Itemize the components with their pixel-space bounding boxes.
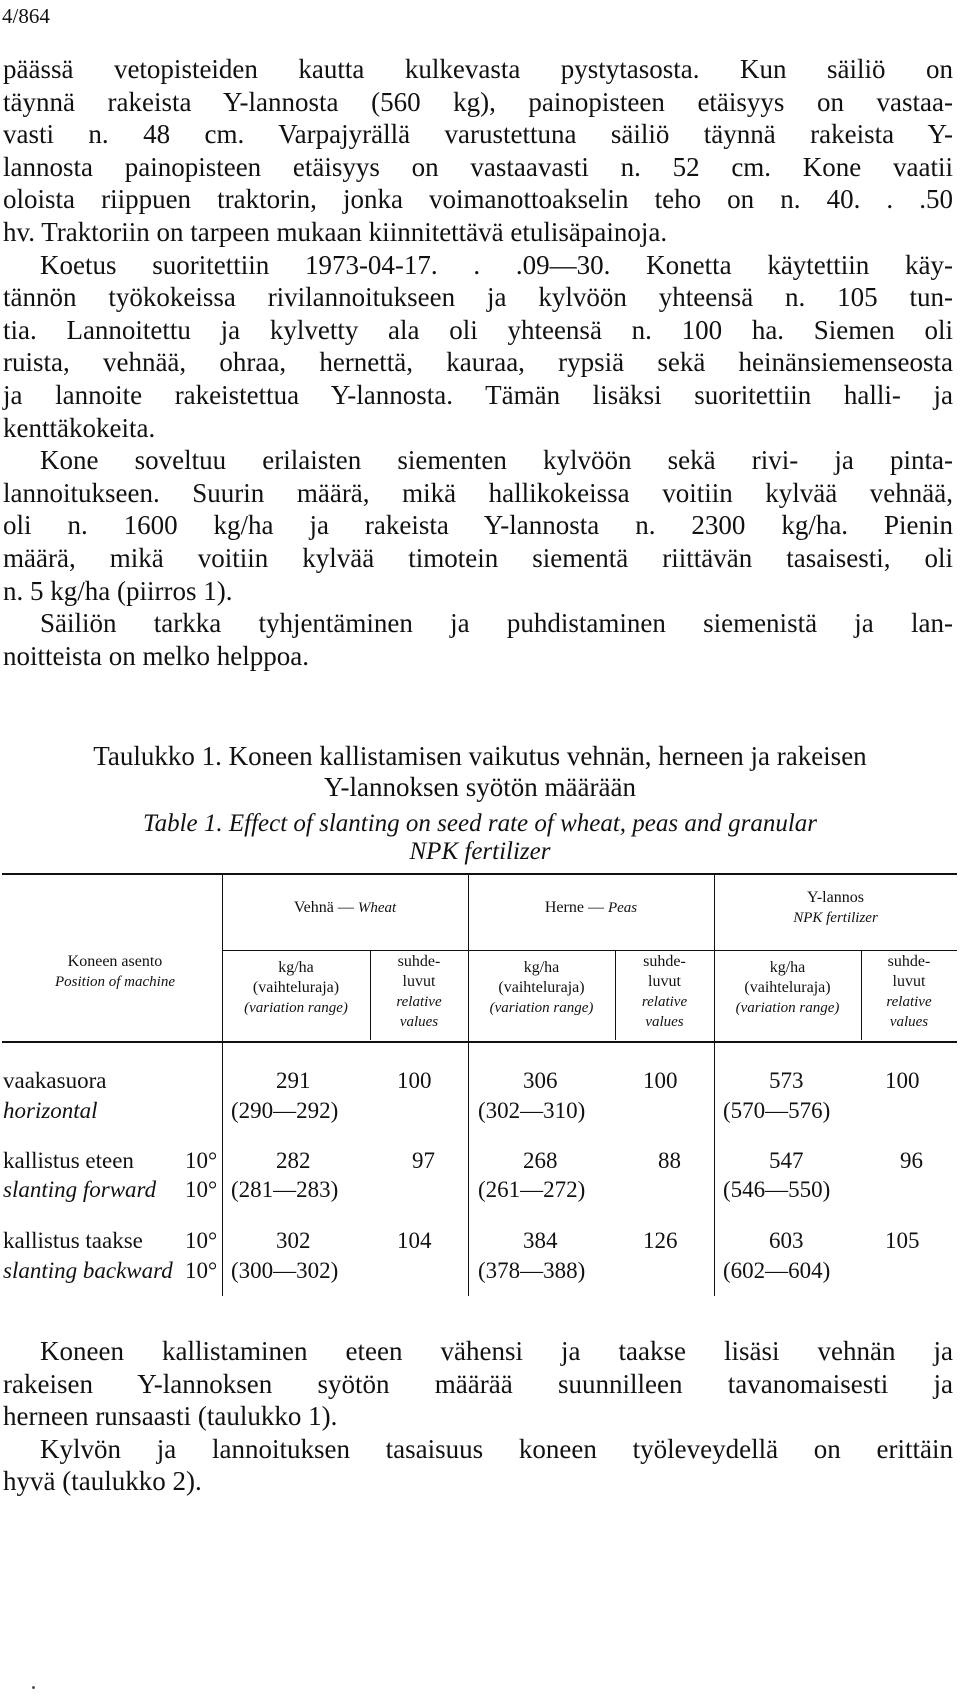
- header-text-en: Position of machine: [55, 974, 175, 990]
- sub-label: (vaihteluraja): [744, 979, 831, 996]
- caption-line: Taulukko 1. Koneen kallistamisen vaikutus vehnän, herneen ja rakeisen: [93, 741, 867, 771]
- table-cell: 547: [769, 1148, 804, 1173]
- table-cell: (570—576): [723, 1098, 831, 1123]
- table-cell: 384: [523, 1228, 558, 1253]
- text-line: ja lannoite rakeistettua Y-lannosta. Tämän lisäksi suoritettiin halli- ja: [3, 379, 953, 410]
- table-cell: 573: [769, 1068, 804, 1093]
- sub-label-en: values: [645, 1014, 684, 1030]
- table-cell: (300—302): [231, 1258, 339, 1283]
- text-line: oli n. 1600 kg/ha ja rakeista Y-lannosta n. 2300 kg/ha. Pienin: [3, 510, 953, 541]
- table-cell: 302: [276, 1228, 311, 1253]
- text-line: noitteista on melko helppoa.: [3, 640, 309, 671]
- sub-label: luvut: [648, 973, 681, 990]
- text-line: Kylvön ja lannoituksen tasaisuus koneen työleveydellä on erittäin: [40, 1433, 953, 1464]
- sub-label-en: values: [889, 1014, 929, 1030]
- caption-line: Y-lannoksen syötön määrään: [324, 772, 636, 802]
- row-label-en: slanting backward: [3, 1258, 173, 1283]
- header-text: Koneen asento: [67, 953, 163, 970]
- text-line: hyvä (taulukko 2).: [3, 1466, 202, 1497]
- table-cell: 282: [276, 1148, 311, 1173]
- table-cell: 96: [900, 1148, 923, 1173]
- text-line: täynnä rakeista Y-lannosta (560 kg), painopisteen etäisyys on vastaa-: [3, 86, 953, 117]
- row-degree: 10°: [185, 1258, 218, 1283]
- table-cell: 126: [643, 1228, 678, 1253]
- table-cell: (281—283): [231, 1177, 339, 1202]
- row-label-en: horizontal: [3, 1098, 98, 1123]
- group-header-wheat: [222, 898, 468, 918]
- subheader-kg: [714, 958, 861, 1018]
- sub-label-en: (variation range): [244, 1000, 348, 1016]
- sub-label-en: (variation range): [489, 1000, 594, 1016]
- sub-label: kg/ha: [523, 959, 560, 976]
- group-label-en: Peas: [607, 900, 638, 916]
- subheader-kg: [468, 958, 615, 1018]
- text-line: herneen runsaasti (taulukko 1).: [3, 1401, 338, 1432]
- sub-label-en: relative: [886, 994, 932, 1010]
- text-line: rakeisen Y-lannoksen syötön määrää suunnilleen tavanomaisesti ja: [3, 1368, 953, 1399]
- sub-label: (vaihteluraja): [498, 979, 585, 996]
- table-cell: 100: [885, 1068, 920, 1093]
- text-line: tia. Lannoitettu ja kylvetty ala oli yhteensä n. 100 ha. Siemen oli: [3, 314, 953, 345]
- column-divider: [468, 874, 469, 1296]
- caption-line: Table 1. Effect of slanting on seed rate of wheat, peas and granular: [142, 810, 818, 837]
- text-line: Kone soveltuu erilaisten siementen kylvöön sekä rivi- ja pinta-: [40, 445, 953, 476]
- column-divider: [714, 874, 715, 1296]
- position-header: [20, 952, 210, 992]
- row-label: vaakasuora: [3, 1068, 107, 1093]
- table-cell: (290—292): [231, 1098, 339, 1123]
- group-label: Vehnä —: [293, 899, 354, 916]
- subheader-rel: [370, 952, 468, 1032]
- sub-label-en: values: [399, 1014, 439, 1030]
- text-line: kenttäkokeita.: [3, 412, 156, 443]
- group-label-en: Wheat: [357, 900, 397, 916]
- row-label: kallistus taakse: [3, 1228, 143, 1253]
- table-cell: (602—604): [723, 1258, 831, 1283]
- table-cell: 100: [643, 1068, 678, 1093]
- table-cell: (302—310): [478, 1098, 586, 1123]
- text-line: päässä vetopisteiden kautta kulkevasta pystytasosta. Kun säiliö on: [3, 54, 953, 84]
- text-line: lannoitukseen. Suurin määrä, mikä hallikokeissa voitiin kylvää vehnää,: [3, 477, 953, 508]
- table-caption-fi: [0, 741, 960, 803]
- sub-label: kg/ha: [278, 959, 314, 976]
- text-line: vasti n. 48 cm. Varpajyrällä varustettuna säiliö täynnä rakeista Y-: [3, 119, 953, 150]
- table-cell: 100: [397, 1068, 432, 1093]
- text-line: lannosta painopisteen etäisyys on vastaavasti n. 52 cm. Kone vaatii: [3, 151, 953, 182]
- group-label-en: NPK fertilizer: [793, 910, 878, 926]
- group-label: Herne —: [544, 899, 604, 916]
- group-header-peas: [468, 898, 714, 918]
- sub-label: (vaihteluraja): [252, 979, 340, 996]
- subheader-rel: [615, 952, 714, 1032]
- text-line: Koetus suoritettiin 1973-04-17. . .09—30. Konetta käytettiin käy-: [40, 249, 953, 280]
- table-cell: (546—550): [723, 1177, 831, 1202]
- sub-label: kg/ha: [769, 959, 806, 976]
- group-label: Y-lannos: [807, 889, 864, 906]
- row-label-en: slanting forward: [3, 1177, 157, 1202]
- sub-label: suhde-: [643, 953, 686, 970]
- row-label: kallistus eteen: [3, 1148, 134, 1173]
- sub-label: luvut: [402, 973, 436, 990]
- sub-label: suhde-: [887, 953, 931, 970]
- text-line: Säiliön tarkka tyhjentäminen ja puhdistaminen siemenistä ja lan-: [40, 608, 953, 639]
- table-cell: (378—388): [478, 1258, 586, 1283]
- row-degree: 10°: [185, 1177, 218, 1202]
- subheader-rel: [861, 952, 957, 1032]
- intro-text: [3, 53, 953, 672]
- column-divider: [222, 874, 223, 1296]
- header-text: [20, 972, 210, 992]
- group-rule: [468, 950, 714, 951]
- table-caption-en: [0, 810, 960, 866]
- text-line: tännön työkokeissa rivilannoitukseen ja kylvöön yhteensä n. 105 tun-: [3, 282, 953, 313]
- table-cell: (261—272): [478, 1177, 586, 1202]
- text-line: määrä, mikä voitiin kylvää timotein siementä riittävän tasaisesti, oli: [3, 542, 953, 573]
- table-cell: 105: [885, 1228, 920, 1253]
- row-degree: 10°: [185, 1148, 218, 1173]
- sub-label-en: (variation range): [735, 1000, 840, 1016]
- table-cell: 268: [523, 1148, 558, 1173]
- group-rule: [222, 950, 468, 951]
- text-line: ruista, vehnää, ohraa, hernettä, kauraa, rypsiä sekä heinänsiemenseosta: [3, 347, 953, 378]
- table-cell: 291: [276, 1068, 311, 1093]
- caption-line: NPK fertilizer: [409, 838, 551, 865]
- row-degree: 10°: [185, 1228, 218, 1253]
- text-line: hv. Traktoriin on tarpeen mukaan kiinnitettävä etulisäpainoja.: [3, 216, 668, 247]
- sub-label: luvut: [892, 973, 926, 990]
- sub-label: suhde-: [397, 953, 441, 970]
- group-header-npk: [714, 888, 957, 928]
- sub-label-en: relative: [396, 994, 442, 1010]
- sub-label-en: relative: [641, 994, 688, 1010]
- table-cell: 88: [658, 1148, 681, 1173]
- table-cell: 104: [397, 1228, 432, 1253]
- page-number: 4/864: [2, 4, 50, 28]
- speck: [32, 1686, 35, 1689]
- group-rule: [714, 950, 957, 951]
- text-line: Koneen kallistaminen eteen vähensi ja taakse lisäsi vehnän ja: [40, 1336, 953, 1366]
- table-header-rule: [2, 1041, 957, 1043]
- subheader-kg: [222, 958, 370, 1018]
- outro-text: [3, 1335, 953, 1498]
- table-cell: 306: [523, 1068, 558, 1093]
- table-top-rule: [2, 873, 957, 875]
- text-line: n. 5 kg/ha (piirros 1).: [3, 575, 233, 606]
- table-cell: 603: [769, 1228, 804, 1253]
- text-line: oloista riippuen traktorin, jonka voimanottoakselin teho on n. 40. . .50: [3, 184, 953, 215]
- table-cell: 97: [412, 1148, 435, 1173]
